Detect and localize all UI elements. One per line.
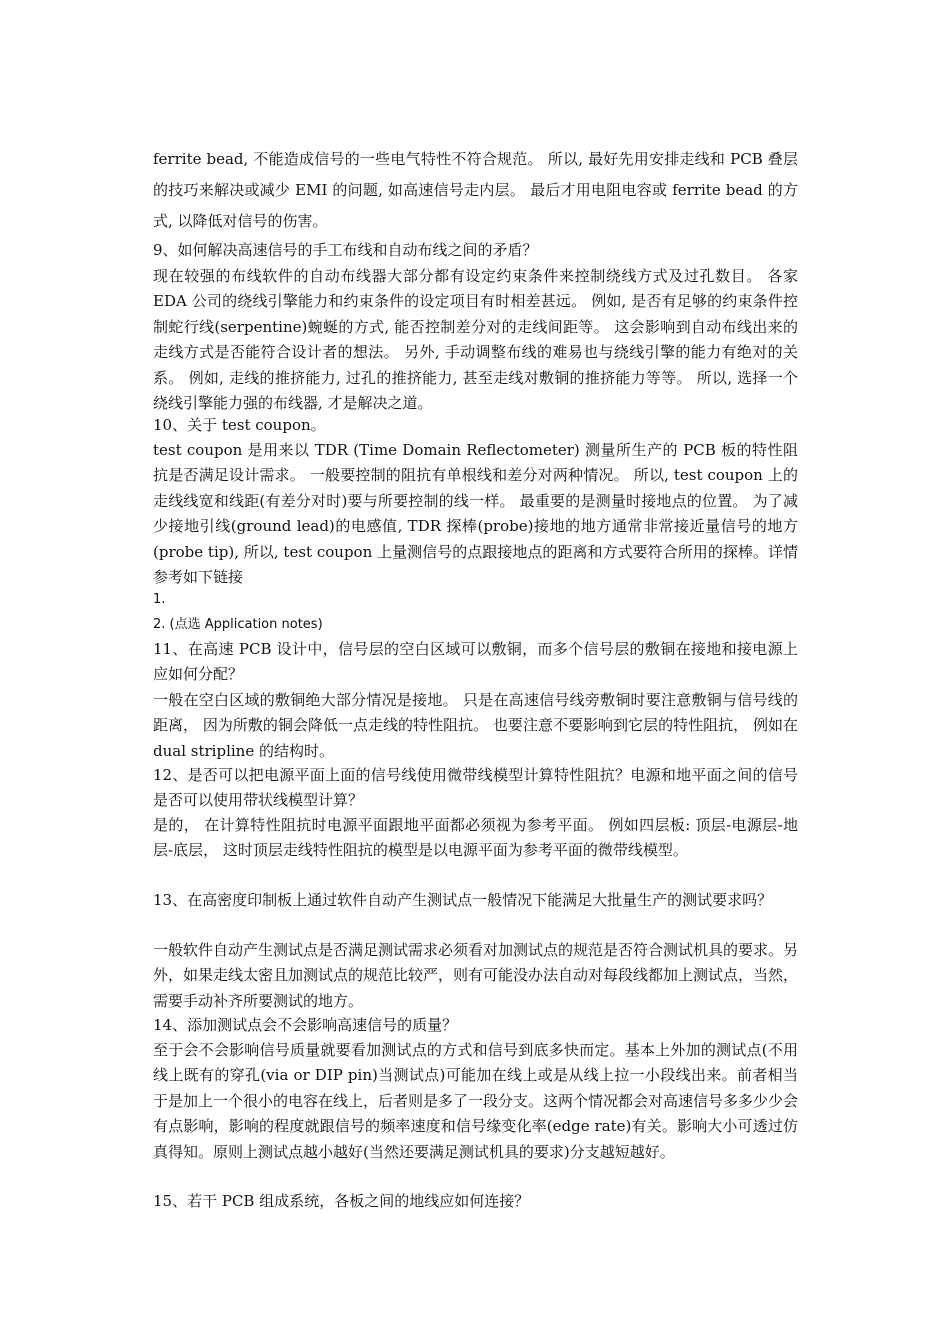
question-13: 13、在高密度印制板上通过软件自动产生测试点一般情况下能满足大批量生产的测试要求吗？ [153,891,773,909]
question-15: 15、若干 PCB 组成系统，各板之间的地线应如何连接？ [153,1192,530,1210]
answer-10: test coupon 是用来以 TDR (Time Domain Reflectometer) 测量所生产的 PCB 板的特性阻抗是否满足设计需求。 一般要控制的阻抗有单根线和差分对两种情况。 所以, test coupon 上的走线线宽和线距(有差分对时)要与所要控制的线一样。 最重要的是测量时接地点的位置。 为了减少接地引线(ground lead)的电感值, TDR 探棒(probe)接地的地方通常非常接近量信号的地方(probe tip), 所以, test coupon 上量测信号的点跟接地点的距离和方式要符合所用的探棒。详情参考如下链接 [153,441,798,587]
question-12: 12、是否可以把电源平面上面的信号线使用微带线模型计算特性阻抗？电源和地平面之间的信号是否可以使用带状线模型计算？ [153,766,798,810]
answer-13: 一般软件自动产生测试点是否满足测试需求必须看对加测试点的规范是否符合测试机具的要求。另外，如果走线太密且加测试点的规范比较严，则有可能没办法自动对每段线都加上测试点，当然，需要手动补齐所要测试的地方。 [153,941,799,1010]
answer-9: 现在较强的布线软件的自动布线器大部分都有设定约束条件来控制绕线方式及过孔数目。 各家 EDA 公司的绕线引擎能力和约束条件的设定项目有时相差甚远。 例如, 是否有足够的约束条件控制蛇行线(serpentine)蜿蜒的方式, 能否控制差分对的走线间距等。 这会影响到自动布线出来的走线方式是否能符合设计者的想法。 另外, 手动调整布线的难易也与绕线引擎的能力有绝对的关系。 例如, 走线的推挤能力, 过孔的推挤能力, 甚至走线对敷铜的推挤能力等等。 所以, 选择一个绕线引擎能力强的布线器, 才是解决之道。 [153,267,798,413]
question-9: 9、如何解决高速信号的手工布线和自动布线之间的矛盾？ [153,241,538,259]
reference-link-1[interactable]: 1. [153,592,166,607]
question-10: 10、关于 test coupon。 [153,416,326,434]
answer-14: 至于会不会影响信号质量就要看加测试点的方式和信号到底多快而定。基本上外加的测试点(不用线上既有的穿孔(via or DIP pin)当测试点)可能加在线上或是从线上拉一小段线出来。前者相当于是加上一个很小的电容在线上，后者则是多了一段分支。这两个情况都会对高速信号多多少少会有点影响，影响的程度就跟信号的频率速度和信号缘变化率(edge rate)有关。影响大小可透过仿真得知。原则上测试点越小越好(当然还要满足测试机具的要求)分支越短越好。 [153,1041,799,1161]
question-14: 14、添加测试点会不会影响高速信号的质量？ [153,1016,458,1034]
intro-paragraph: ferrite bead, 不能造成信号的一些电气特性不符合规范。 所以, 最好先用安排走线和 PCB 叠层的技巧来解决或减少 EMI 的问题, 如高速信号走内层。 最后才用电阻电容或 ferrite bead 的方式, 以降低对信号的伤害。 [153,150,798,230]
answer-11: 一般在空白区域的敷铜绝大部分情况是接地。 只是在高速信号线旁敷铜时要注意敷铜与信号线的距离， 因为所敷的铜会降低一点走线的特性阻抗。 也要注意不要影响到它层的特性阻抗， 例如在 dual stripline 的结构时。 [153,691,798,760]
reference-link-2[interactable]: 2. (点选 Application notes) [153,617,323,632]
question-11: 11、在高速 PCB 设计中，信号层的空白区域可以敷铜，而多个信号层的敷铜在接地和接电源上应如何分配？ [153,640,798,684]
answer-12: 是的， 在计算特性阻抗时电源平面跟地平面都必须视为参考平面。 例如四层板: 顶层-电源层-地层-底层， 这时顶层走线特性阻抗的模型是以电源平面为参考平面的微带线模型。 [153,816,798,860]
